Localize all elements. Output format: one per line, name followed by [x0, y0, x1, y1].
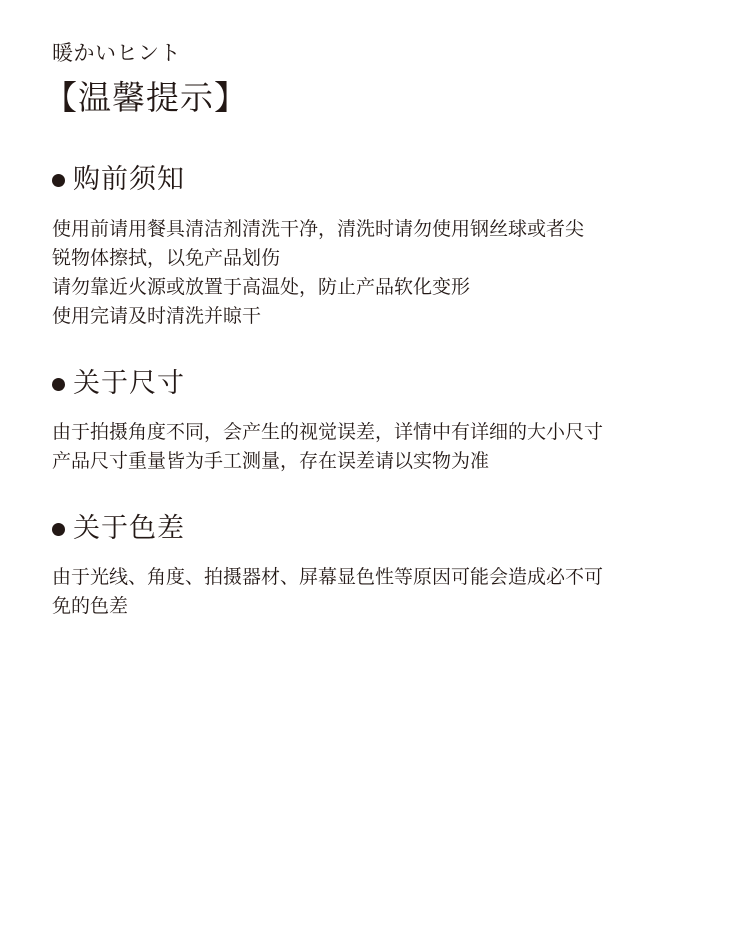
bullet-icon	[52, 174, 65, 187]
body-line: 由于光线、角度、拍摄器材、屏幕显色性等原因可能会造成必不可	[52, 566, 604, 588]
bullet-icon	[52, 523, 65, 536]
section-heading-purchase-notes	[52, 162, 185, 198]
page-title: 【温馨提示】	[44, 78, 248, 117]
section-heading-color-difference	[52, 511, 185, 547]
section-heading-text: 购前须知	[73, 164, 185, 195]
body-line: 由于拍摄角度不同，会产生的视觉误差，详情中有详细的大小尺寸	[52, 421, 604, 443]
section-heading-text: 关于尺寸	[73, 368, 185, 399]
body-line: 使用前请用餐具清洁剂清洗干净，清洗时请勿使用钢丝球或者尖	[52, 218, 585, 240]
bullet-icon	[52, 378, 65, 391]
section-body-purchase-notes	[52, 215, 692, 331]
japanese-subtitle: 暖かいヒント	[52, 41, 181, 65]
body-line: 使用完请及时清洗并晾干	[52, 305, 262, 327]
body-line: 免的色差	[52, 595, 129, 617]
body-line: 请勿靠近火源或放置于高温处，防止产品软化变形	[52, 276, 471, 298]
body-line: 产品尺寸重量皆为手工测量，存在误差请以实物为准	[52, 450, 490, 472]
body-line: 锐物体擦拭，以免产品划伤	[52, 247, 281, 269]
section-body-size	[52, 418, 692, 476]
section-body-color-difference	[52, 563, 692, 621]
section-heading-text: 关于色差	[73, 513, 185, 544]
section-heading-size	[52, 366, 185, 402]
